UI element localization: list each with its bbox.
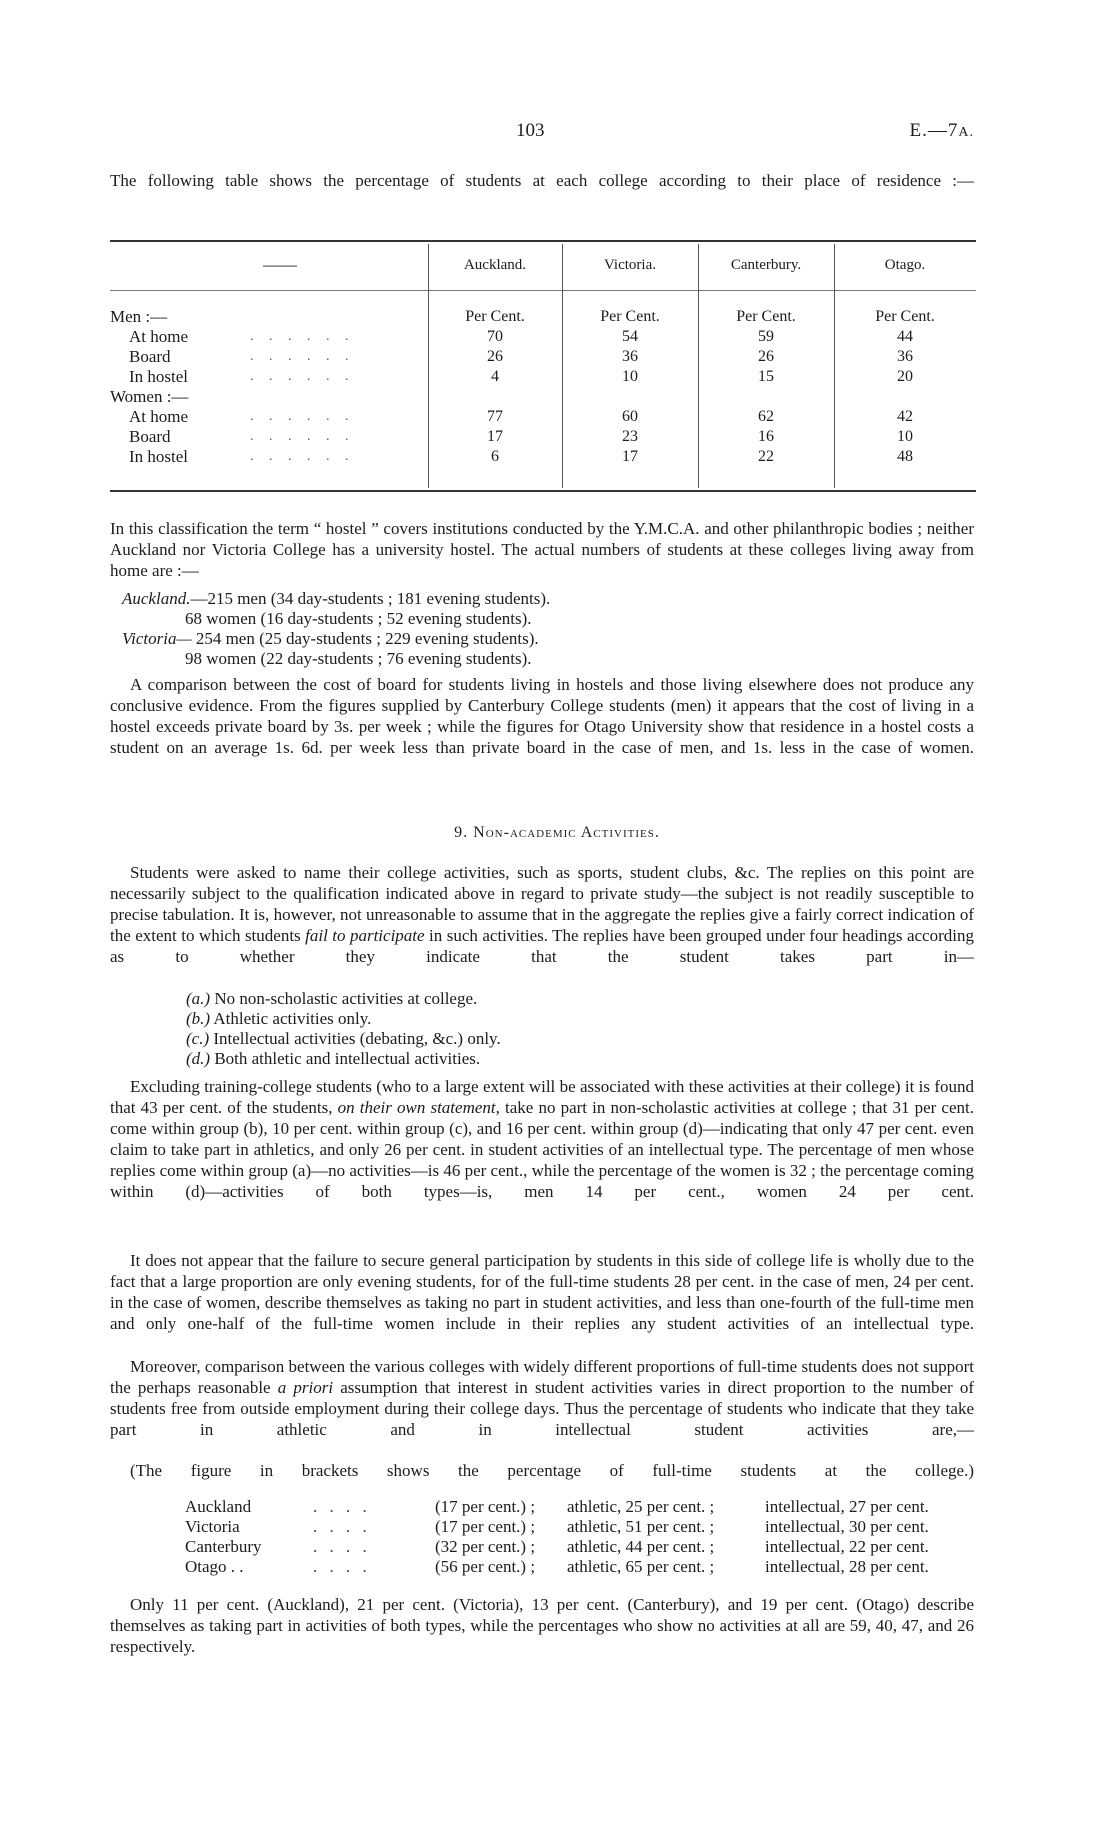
college-name: Auckland <box>185 1497 252 1516</box>
table-cell: 54 <box>622 328 638 345</box>
column-header-otago: Otago. <box>884 257 926 273</box>
leader-dots: . . . . . . <box>250 349 355 364</box>
table-cell: 62 <box>758 408 774 425</box>
text-run: , take no part in non-scholastic activities at college ; that 31 per cent. come within group (b), 10 per cent. within group (c), and 16 per cent. within group (d)—indicating that only 47 per cent. even claim to take part in athletics, and only 26 per cent. in student activities of an intellectual type. The percentage of men whose replies come within group (a)—no activities—is 46 per cent., while the percentage of the women is 32 ; the percentage coming within (d)—activities of both types—is, men 14 per cent., women 24 per cent. <box>110 1098 974 1201</box>
section-number: 9. <box>454 824 474 841</box>
unit-label: Per Cent. <box>600 308 660 325</box>
text-run: Excluding training-college students (who to a large extent will be associated with these activities at their college) it is found that 43 per cent. of the students, <box>110 1077 974 1117</box>
fulltime-percent: (56 per cent.) ; <box>435 1557 536 1576</box>
list-marker: (a.) <box>186 989 211 1008</box>
table-cell: 4 <box>491 368 499 385</box>
emphasis: a priori <box>277 1378 334 1397</box>
college-name: Victoria <box>185 1517 240 1536</box>
table-cell: 10 <box>897 428 913 445</box>
table-cell: 36 <box>897 348 913 365</box>
activity-groups-list <box>186 988 501 1068</box>
column-header-auckland: Auckland. <box>463 257 527 273</box>
victoria-men: 254 men (25 day-students ; 229 evening students). <box>191 629 539 648</box>
list-item <box>186 1028 501 1048</box>
leader-dots: . . . . . . <box>250 409 355 424</box>
leader-dots: . . . . <box>313 1557 371 1576</box>
table-cell: 26 <box>487 348 503 365</box>
table-cell: 23 <box>622 428 638 445</box>
table-cell: 60 <box>622 408 638 425</box>
row-label: Board <box>129 427 171 446</box>
unit-label: Per Cent. <box>875 308 935 325</box>
auckland-women: 68 women (16 day-students ; 52 evening students). <box>185 609 532 628</box>
excluding-paragraph <box>110 1076 974 1223</box>
list-marker: (c.) <box>186 1029 210 1048</box>
summary-row <box>185 1516 975 1536</box>
table-rule-bottom <box>110 490 976 492</box>
table-cell: 36 <box>622 348 638 365</box>
group-label-men: Men :— <box>110 307 168 326</box>
athletic-percent: athletic, 51 per cent. ; <box>567 1517 715 1536</box>
unit-label: Per Cent. <box>736 308 796 325</box>
college-summary <box>185 1496 975 1576</box>
table-cell: 16 <box>758 428 774 445</box>
list-text: No non-scholastic activities at college. <box>210 989 478 1008</box>
corner-dash: —— <box>263 255 297 274</box>
list-item <box>186 988 501 1008</box>
table-cell: 42 <box>897 408 913 425</box>
summary-row <box>185 1556 975 1576</box>
list-marker: (d.) <box>186 1049 211 1068</box>
table-cell: 10 <box>622 368 638 385</box>
college-name: Canterbury <box>185 1537 262 1556</box>
row-label: At home <box>129 407 189 426</box>
leader-dots: . . . . . . <box>250 329 355 344</box>
college-name-victoria: Victoria— <box>122 629 192 648</box>
page-number: 103 <box>516 120 545 141</box>
athletic-percent: athletic, 65 per cent. ; <box>567 1557 715 1576</box>
athletic-percent: athletic, 25 per cent. ; <box>567 1497 715 1516</box>
activities-paragraph <box>110 862 974 988</box>
list-item <box>186 1008 501 1028</box>
hostel-note: In this classification the term “ hostel ” covers institutions conducted by the Y.M.C.A. and other philanthropic bodies ; neither Auckland nor Victoria College has a university hostel. The actual numbers of students at these colleges living away from home are :— <box>110 519 974 580</box>
final-paragraph: Only 11 per cent. (Auckland), 21 per cent. (Victoria), 13 per cent. (Canterbury), and 19 per cent. (Otago) describe themselves as taking part in activities of both types, while the percentages who show no activities at all are 59, 40, 47, and 26 respectively. <box>110 1595 974 1656</box>
column-header-victoria: Victoria. <box>604 257 656 273</box>
board-cost-paragraph: A comparison between the cost of board for students living in hostels and those living elsewhere does not produce any conclusive evidence. From the figures supplied by Canterbury College students (men) it appears that the cost of living in a hostel exceeds private board by 3s. per week ; while the figures for Otago University show that residence in a hostel costs a student on an average 1s. 6d. per week less than private board in the case of men, and 1s. less in the case of women. <box>110 675 974 757</box>
brackets-note: (The figure in brackets shows the percentage of full-time students at the college.) <box>130 1461 974 1480</box>
auckland-men: —215 men (34 day-students ; 181 evening students). <box>190 589 551 608</box>
table-cell: 48 <box>897 448 913 465</box>
page-header <box>0 120 1114 144</box>
leader-dots: . . . . . . <box>250 369 355 384</box>
table-cell: 6 <box>491 448 499 465</box>
moreover-paragraph <box>110 1356 974 1461</box>
evening-students-paragraph: It does not appear that the failure to secure general participation by students in this side of college life is wholly due to the fact that a large proportion are only evening students, for of the full-time students 28 per cent. in the case of men, 24 per cent. in the case of women, describe themselves as taking no part in student activities, and less than one-fourth of the full-time men and only one-half of the full-time women include in their replies any student activities of an intellectual type. <box>110 1251 974 1333</box>
emphasis: fail to participate <box>305 926 425 945</box>
list-text: Both athletic and intellectual activities. <box>210 1049 481 1068</box>
table-intro: The following table shows the percentage of students at each college according to their place of residence :— <box>110 171 974 190</box>
leader-dots: . . . . . . <box>250 449 355 464</box>
leader-dots: . . . . <box>313 1497 371 1516</box>
away-numbers <box>110 588 974 668</box>
fulltime-percent: (32 per cent.) ; <box>435 1537 536 1556</box>
group-label-women: Women :— <box>110 387 189 406</box>
section-heading <box>0 822 1114 843</box>
intellectual-percent: intellectual, 27 per cent. <box>765 1497 929 1516</box>
section-title: Non-academic Activities. <box>473 824 660 841</box>
document-code <box>910 120 974 143</box>
text-run: Moreover, comparison between the various colleges with widely different proportions of full-time students does not support the perhaps reasonable <box>110 1357 974 1397</box>
leader-dots: . . . . . . <box>250 429 355 444</box>
row-label: In hostel <box>129 367 189 386</box>
fulltime-percent: (17 per cent.) ; <box>435 1497 536 1516</box>
list-marker: (b.) <box>186 1009 211 1028</box>
table-cell: 20 <box>897 368 913 385</box>
table-cell: 70 <box>487 328 503 345</box>
summary-row <box>185 1496 975 1516</box>
column-header-canterbury: Canterbury. <box>730 257 802 273</box>
fulltime-percent: (17 per cent.) ; <box>435 1517 536 1536</box>
table-cell: 59 <box>758 328 774 345</box>
list-text: Intellectual activities (debating, &c.) only. <box>209 1029 501 1048</box>
emphasis: on their own statement <box>337 1098 496 1117</box>
unit-label: Per Cent. <box>465 308 525 325</box>
text-run: in such activities. The replies have been grouped under four headings according as to whether they indicate that the student takes part in— <box>110 926 974 966</box>
table-rule-header <box>110 290 976 291</box>
table-rule-top <box>110 240 976 242</box>
college-name: Otago . . <box>185 1557 244 1576</box>
row-label: In hostel <box>129 447 189 466</box>
list-item <box>186 1048 501 1068</box>
victoria-women: 98 women (22 day-students ; 76 evening students). <box>185 649 532 668</box>
row-label: Board <box>129 347 171 366</box>
row-label: At home <box>129 327 189 346</box>
table-cell: 22 <box>758 448 774 465</box>
leader-dots: . . . . <box>313 1537 371 1556</box>
table-cell: 44 <box>897 328 913 345</box>
leader-dots: . . . . <box>313 1517 371 1536</box>
document-code-main: E.—7 <box>909 120 959 141</box>
intellectual-percent: intellectual, 30 per cent. <box>765 1517 929 1536</box>
athletic-percent: athletic, 44 per cent. ; <box>567 1537 715 1556</box>
table-cell: 17 <box>622 448 638 465</box>
residence-table <box>110 240 976 492</box>
text-run: Students were asked to name their college activities, such as sports, student clubs, &c. The replies on this point are necessarily subject to the qualification indicated above in regard to private study—the subject is not readily susceptible to precise tabulation. It is, however, not unreasonable to assume that in the aggregate the replies give a fairly correct indication of the extent to which students <box>110 863 974 945</box>
college-name-auckland: Auckland. <box>122 589 191 608</box>
table-cell: 77 <box>487 408 503 425</box>
table-cell: 26 <box>758 348 774 365</box>
table-cell: 17 <box>487 428 503 445</box>
list-text: Athletic activities only. <box>210 1009 372 1028</box>
intellectual-percent: intellectual, 22 per cent. <box>765 1537 929 1556</box>
table-cell: 15 <box>758 368 774 385</box>
document-code-suffix: A. <box>958 125 974 140</box>
text-run: assumption that interest in student activities varies in direct proportion to the number of students free from outside employment during their college days. Thus the percentage of students who indicate that they take part in athletic and in intellectual student activities are,— <box>110 1378 974 1439</box>
intellectual-percent: intellectual, 28 per cent. <box>765 1557 929 1576</box>
summary-row <box>185 1536 975 1556</box>
